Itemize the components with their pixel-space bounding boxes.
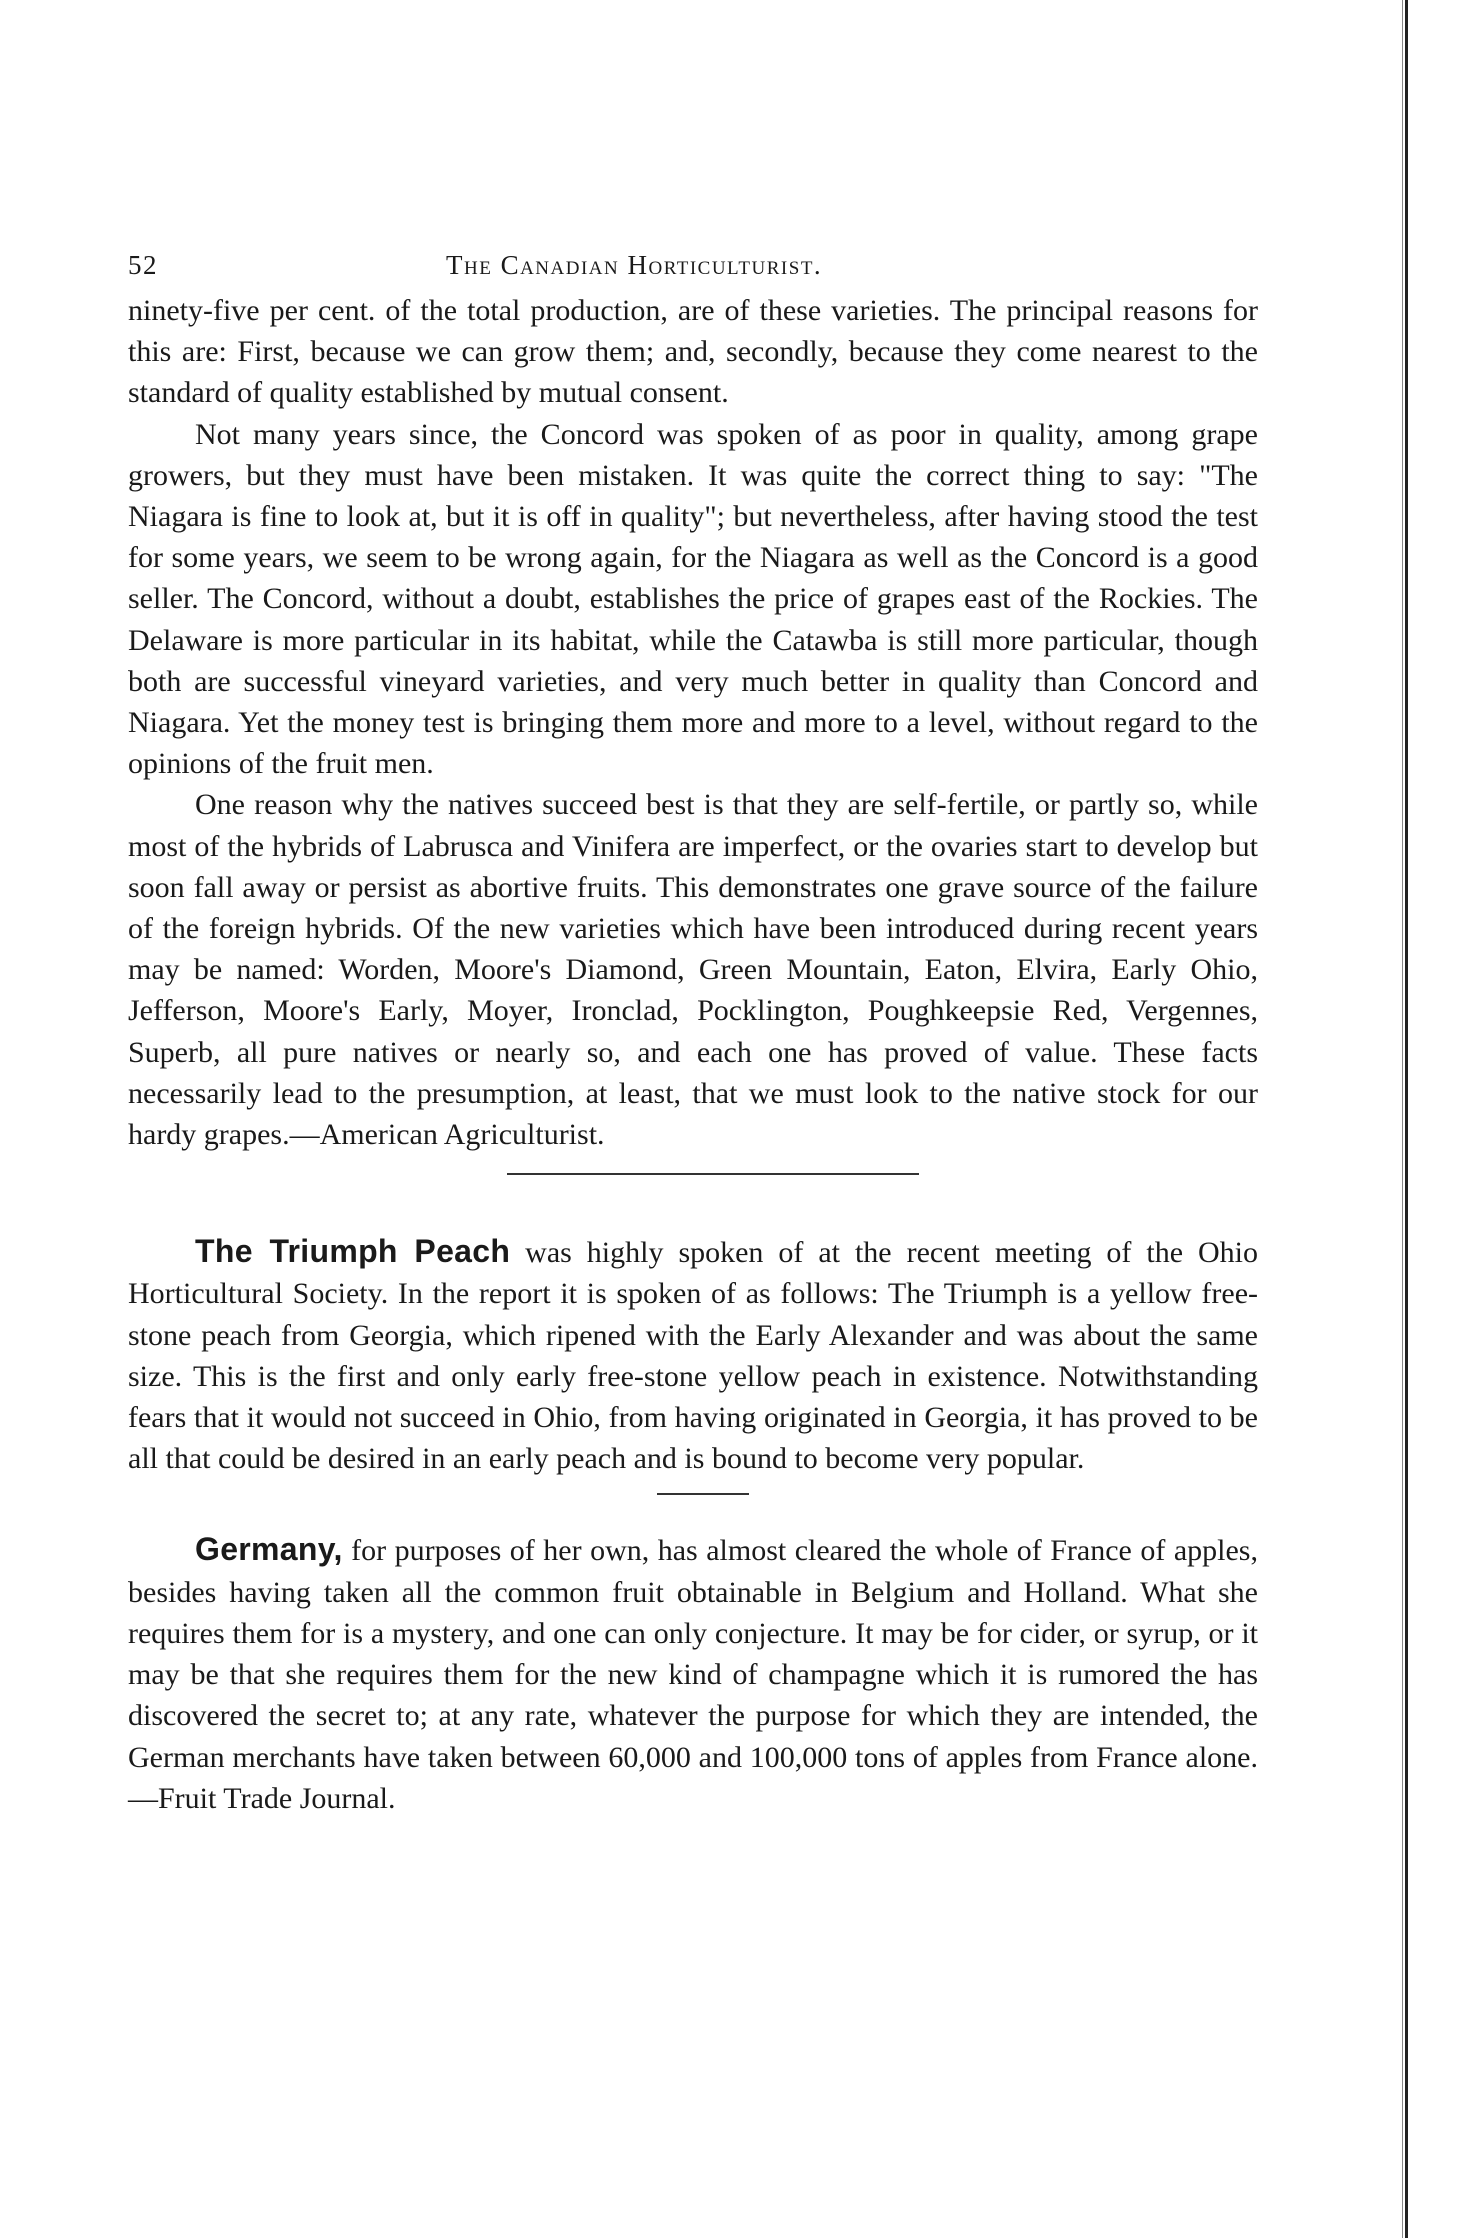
article-body: for purposes of her own, has almost cleared the whole of France of apples, besides having taken all the common fruit obtainable in Belgium and Holland. What she requires them for is a mystery, and one can only conjecture. It may be for cider, or syrup, or it may be that she requires them for the new kind of champagne which it is rumored the has discovered the secret to; at any rate, whatever the purpose for which they are intended, the German merchants have taken between 60,000 and 100,000 tons of apples from France alone.—Fruit Trade Journal. [128, 1534, 1258, 1815]
paragraph: ninety-five per cent. of the total production, are of these varieties. The principal reasons for this are: First, because we can grow them; and, secondly, because they come nearest to the standard of quality established by mutual consent. [128, 294, 1258, 410]
article-lead: Germany, [195, 1531, 343, 1568]
paragraph: Not many years since, the Concord was spoken of as poor in quality, among grape growers, but they must have been mistaken. It was quite the correct thing to say: "The Niagara is fine to look at, but it is off in quality"; but nevertheless, after having stood the test for some years, we seem to be wrong again, for the Niagara as well as the Concord is a good seller. The Concord, without a doubt, establishes the price of grapes east of the Rockies. The Delaware is more particular in its habitat, while the Catawba is still more particular, though both are successful vineyard varieties, and very much better in quality than Concord and Niagara. Yet the money test is bringing them more and more to a level, without regard to the opinions of the fruit men. [128, 417, 1258, 781]
section-divider [507, 1173, 919, 1175]
article-lead: The Triumph Peach [195, 1233, 511, 1270]
page-number: 52 [128, 250, 158, 280]
section-divider [657, 1493, 749, 1495]
page-edge-line [1402, 0, 1403, 2238]
article-germany [128, 1529, 1258, 1818]
paragraph [128, 1529, 1258, 1818]
paragraph: One reason why the natives succeed best is that they are self-fertile, or partly so, while most of the hybrids of Labrusca and Vinifera are imperfect, or the ovaries start to develop but soon fall away or persist as abortive fruits. This demonstrates one grave source of the failure of the foreign hybrids. Of the new varieties which have been introduced during recent years may be named: Worden, Moore's Diamond, Green Mountain, Eaton, Elvira, Early Ohio, Jefferson, Moore's Early, Moyer, Ironclad, Pocklington, Poughkeepsie Red, Vergennes, Superb, all pure natives or nearly so, and each one has proved of value. These facts necessarily lead to the presumption, at least, that we must look to the native stock for our hardy grapes.—American Agriculturist. [128, 788, 1258, 1152]
page-edge [1405, 0, 1408, 2238]
text-column [128, 238, 1258, 1819]
article-triumph-peach [128, 1231, 1258, 1479]
journal-title: The Canadian Horticulturist. [446, 250, 823, 280]
article-grapes [128, 290, 1258, 1155]
running-head [128, 238, 1258, 290]
article-body: was highly spoken of at the recent meeting of the Ohio Horticultural Society. In the report it is spoken of as follows: The Triumph is a yellow free-stone peach from Georgia, which ripened with the Early Alexander and was about the same size. This is the first and only early free-stone yellow peach in existence. Notwithstanding fears that it would not succeed in Ohio, from having originated in Georgia, it has proved to be all that could be desired in an early peach and is bound to become very popular. [128, 1236, 1259, 1476]
paragraph [128, 1231, 1258, 1479]
